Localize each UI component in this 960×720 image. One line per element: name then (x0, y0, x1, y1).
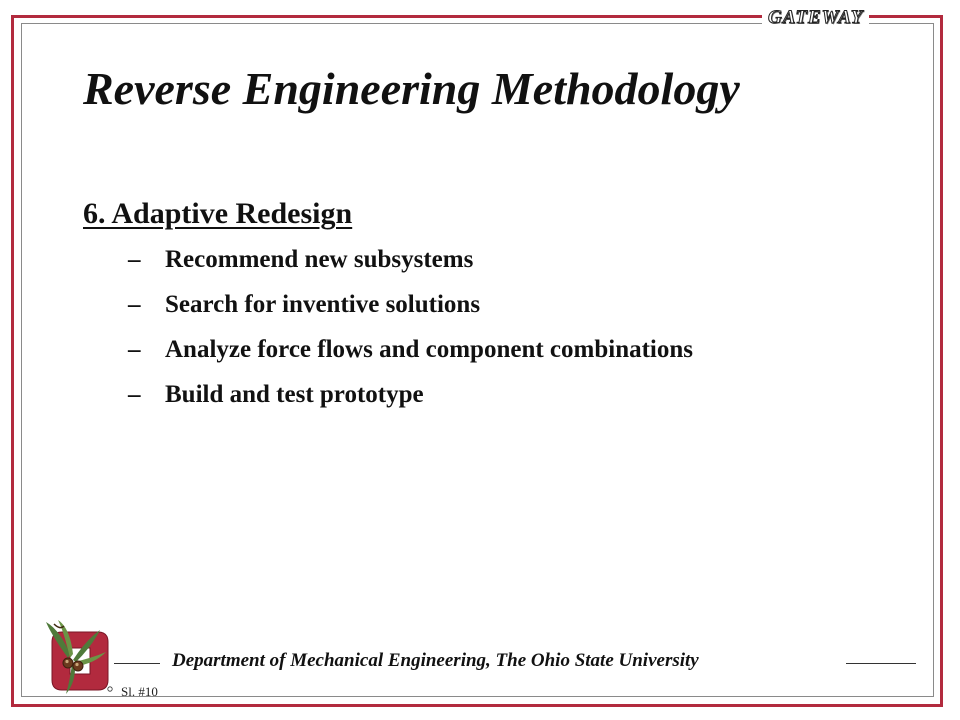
slide-title: Reverse Engineering Methodology (83, 63, 740, 114)
bullet-dash: – (128, 381, 141, 408)
block-o-buckeye-logo-icon (40, 618, 115, 698)
footer-rule-left (114, 663, 160, 664)
bullet-list (128, 246, 693, 426)
footer-rule-right (846, 663, 916, 664)
bullet-text: Build and test prototype (165, 381, 424, 408)
section-heading: 6. Adaptive Redesign (83, 197, 353, 230)
bullet-item (128, 336, 693, 381)
bullet-dash: – (128, 291, 141, 318)
bullet-dash: – (128, 246, 141, 273)
slide-number: Sl. #10 (121, 684, 158, 699)
gateway-label: GATEWAY (762, 7, 869, 29)
bullet-text: Search for inventive solutions (165, 291, 481, 318)
bullet-dash: – (128, 336, 141, 363)
bullet-text: Analyze force flows and component combinations (165, 336, 694, 363)
bullet-item (128, 381, 693, 426)
footer-department: Department of Mechanical Engineering, The Ohio State University (172, 650, 699, 671)
bullet-item (128, 246, 693, 291)
bullet-text: Recommend new subsystems (165, 246, 474, 273)
bullet-item (128, 291, 693, 336)
